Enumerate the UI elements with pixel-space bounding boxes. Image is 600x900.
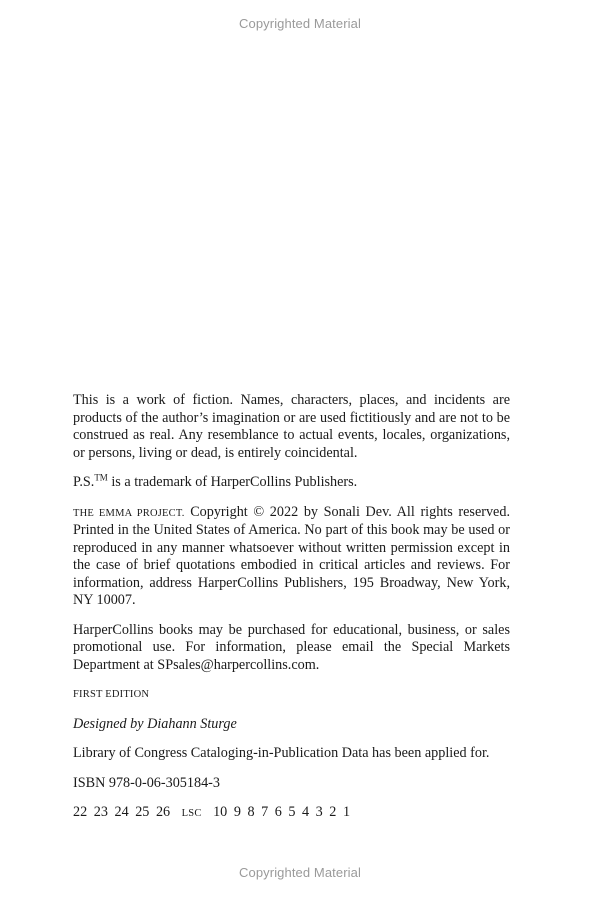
book-title: THE EMMA PROJECT. xyxy=(73,507,185,519)
copyright-page xyxy=(73,392,510,823)
isbn: ISBN 978-0-06-305184-3 xyxy=(73,774,220,791)
designer-credit: Designed by Diahann Sturge xyxy=(73,715,237,732)
copyright-text: Copyright © 2022 by Sonali Dev. All rights reserved. Printed in the United States of America. No part of this book may be used or reproduced in any manner whatsoever without written permission except in the case of brief quotations embodied in critical articles and reviews. For information, address HarperCollins Publishers, 195 Broadway, New York, NY 10007. xyxy=(73,503,510,608)
copyright-notice xyxy=(73,504,510,610)
trademark-mark: P.S. xyxy=(73,474,95,490)
printing-code: LSC xyxy=(181,808,202,819)
watermark-top: Copyrighted Material xyxy=(239,16,361,31)
printing-years: 22 23 24 25 26 xyxy=(73,804,171,820)
edition: FIRST EDITION xyxy=(73,689,150,700)
trademark-sup: TM xyxy=(94,472,108,483)
sales-notice: HarperCollins books may be purchased for educational, business, or sales promotional use. For information, please email the Special Markets Department at SPsales@harpercollins.com. xyxy=(73,621,510,673)
fiction-notice: This is a work of fiction. Names, characters, places, and incidents are products of the author’s imagination or are used fictitiously and are not to be construed as real. Any resemblance to actual events, locales, organizations, or persons, living or dead, is entirely coincidental. xyxy=(73,392,510,461)
printing-numbers: 10 9 8 7 6 5 4 3 2 1 xyxy=(213,804,351,820)
watermark-bottom: Copyrighted Material xyxy=(239,865,361,880)
trademark-notice xyxy=(73,474,510,492)
printing-line xyxy=(73,804,510,823)
cip-notice: Library of Congress Cataloging-in-Publication Data has been applied for. xyxy=(73,745,490,761)
trademark-text: is a trademark of HarperCollins Publishers. xyxy=(107,474,358,490)
